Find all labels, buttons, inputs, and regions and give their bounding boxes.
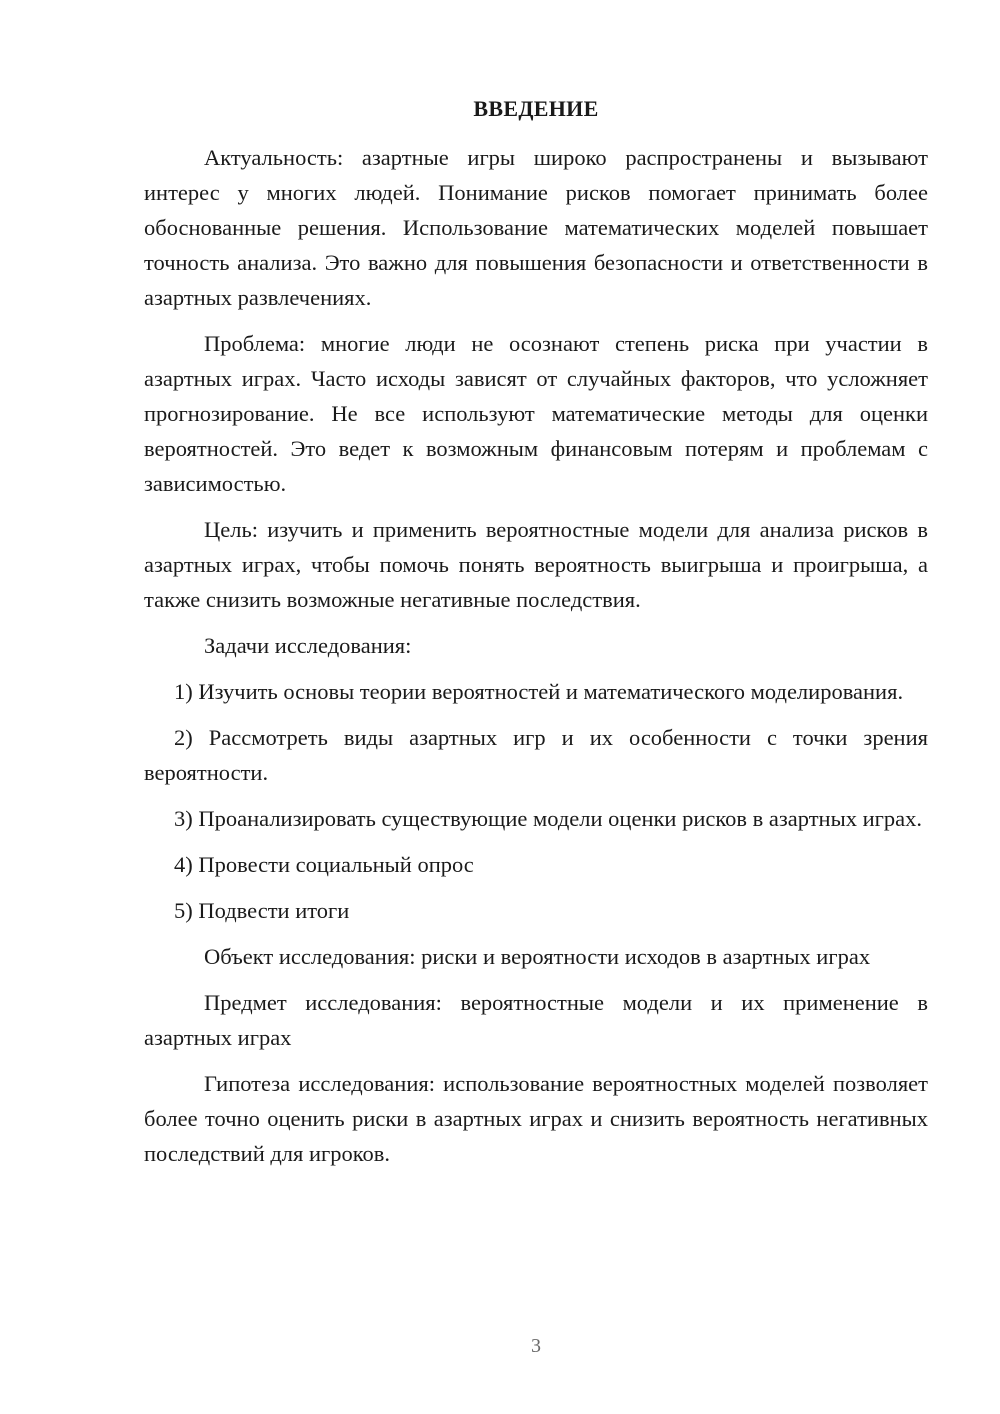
problem-paragraph: Проблема: многие люди не осознают степень риска при участии в азартных играх. Часто исходы зависят от случайных факторов, что усложняет прогнозирование. Не все используют математические методы для оценки вероятностей. Это ведет к возможным финансовым потерям и проблемам с зависимостью.	[144, 331, 928, 496]
task-item-2: 2) Рассмотреть виды азартных игр и их особенности с точки зрения вероятности.	[144, 725, 928, 785]
subject-paragraph: Предмет исследования: вероятностные модели и их применение в азартных играх	[144, 990, 928, 1050]
document-body	[144, 140, 928, 1182]
page-number: 3	[531, 1335, 541, 1357]
task-item-3: 3) Проанализировать существующие модели оценки рисков в азартных играх.	[174, 806, 922, 831]
relevance-paragraph: Актуальность: азартные игры широко распространены и вызывают интерес у многих людей. Понимание рисков помогает принимать более обоснованные решения. Использование математических моделей повышает точность анализа. Это важно для повышения безопасности и ответственности в азартных развлечениях.	[144, 145, 928, 310]
task-item-5: 5) Подвести итоги	[174, 898, 350, 923]
task-item-4: 4) Провести социальный опрос	[174, 852, 474, 877]
page-title: ВВЕДЕНИЕ	[473, 96, 599, 121]
hypothesis-paragraph: Гипотеза исследования: использование вероятностных моделей позволяет более точно оценить риски в азартных играх и снизить вероятность негативных последствий для игроков.	[144, 1071, 928, 1166]
object-paragraph: Объект исследования: риски и вероятности исходов в азартных играх	[204, 944, 871, 969]
task-item-1: 1) Изучить основы теории вероятностей и математического моделирования.	[174, 679, 904, 704]
goal-paragraph: Цель: изучить и применить вероятностные модели для анализа рисков в азартных играх, чтобы помочь понять вероятность выигрыша и проигрыша, а также снизить возможные негативные последствия.	[144, 517, 928, 612]
tasks-intro: Задачи исследования:	[204, 633, 412, 658]
